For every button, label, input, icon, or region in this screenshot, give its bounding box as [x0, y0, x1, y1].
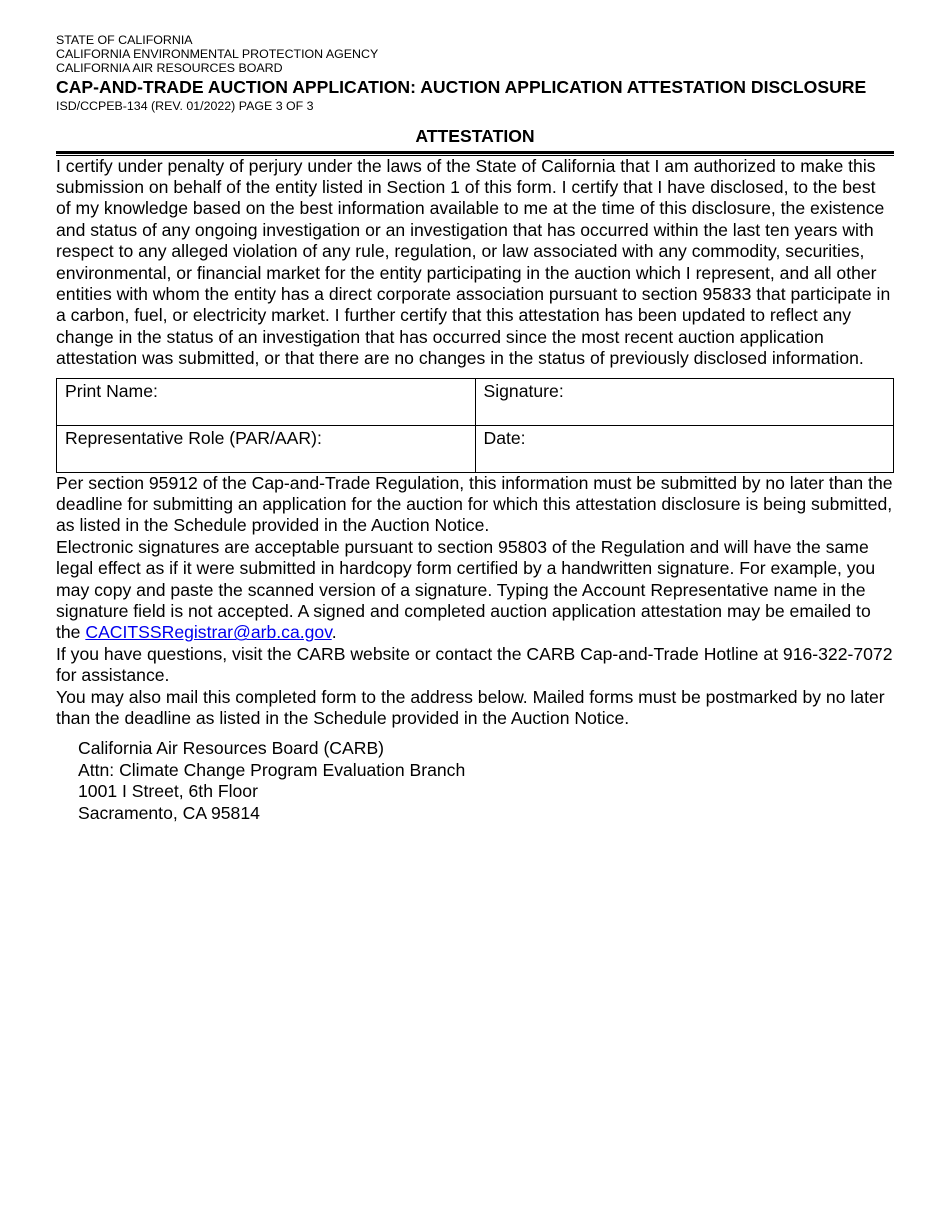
registrar-email-link[interactable]: CACITSSRegistrar@arb.ca.gov: [85, 622, 332, 643]
date-field[interactable]: [475, 425, 894, 472]
mail-paragraph: You may also mail this completed form to the address below. Mailed forms must be postmarked by no later than the deadline as listed in the Schedule provided in the Auction Notice.: [56, 686, 885, 729]
representative-role-field[interactable]: [57, 425, 476, 472]
esig-end: .: [331, 622, 337, 643]
agency-line-carb: CALIFORNIA AIR RESOURCES BOARD: [56, 61, 283, 75]
agency-line-state: STATE OF CALIFORNIA: [56, 33, 193, 47]
print-name-field[interactable]: [57, 378, 476, 425]
print-name-label: Print Name:: [65, 380, 158, 401]
esig-text: Electronic signatures are acceptable pursuant to section 95803 of the Regulation and will have the same legal effect as if it were submitted in hardcopy form certified by a handwritten signature. For example, you may copy and paste the scanned version of a signature. Typing the Account Representative name in the signature field is not accepted. A signed and completed auction application attestation may be emailed to the: [56, 536, 876, 643]
electronic-signature-paragraph: [56, 537, 894, 644]
questions-paragraph: If you have questions, visit the CARB website or contact the CARB Cap-and-Trade Hotline at 916-322-7072 for assistance.: [56, 643, 893, 686]
form-title: CAP-AND-TRADE AUCTION APPLICATION: AUCTION APPLICATION ATTESTATION DISCLOSURE: [56, 77, 867, 97]
deadline-paragraph: Per section 95912 of the Cap-and-Trade Regulation, this information must be submitted by no later than the deadline for submitting an application for the auction for which this attestation disclosure is being submitted, as listed in the Schedule provided in the Auction Notice.: [56, 472, 893, 536]
address-line: Sacramento, CA 95814: [78, 802, 260, 823]
address-line: California Air Resources Board (CARB): [78, 738, 385, 759]
signature-table: [56, 378, 894, 473]
signature-label: Signature:: [483, 380, 564, 401]
address-line: 1001 I Street, 6th Floor: [78, 781, 258, 802]
date-label: Date:: [483, 427, 526, 448]
form-id: ISD/CCPEB-134 (REV. 01/2022) PAGE 3 OF 3: [56, 98, 314, 113]
signature-field[interactable]: [475, 378, 894, 425]
mailing-address: [56, 738, 894, 824]
attestation-text: I certify under penalty of perjury under the laws of the State of California that I am authorized to make this submission on behalf of the entity listed in Section 1 of this form. I certify that I have disclosed, to the best of my knowledge based on the best information available to me at the time of this disclosure, the existence and status of any ongoing investigation or an investigation that has occurred within the last ten years with respect to any alleged violation of any rule, regulation, or law associated with any commodity, securities, environmental, or financial market for the entity participating in the auction which I represent, and all other entities with whom the entity has a direct corporate association pursuant to section 95833 that participate in a carbon, fuel, or electricity market. I further certify that this attestation has been updated to reflect any change in the status of an investigation that has occurred since the most recent auction application attestation was submitted, or that there are no changes in the status of previously disclosed information.: [56, 155, 891, 369]
agency-line-calepa: CALIFORNIA ENVIRONMENTAL PROTECTION AGENCY: [56, 47, 379, 61]
address-line: Attn: Climate Change Program Evaluation Branch: [78, 759, 466, 780]
attestation-heading: ATTESTATION: [415, 125, 535, 146]
form-page: [56, 0, 894, 824]
representative-role-label: Representative Role (PAR/AAR):: [65, 427, 322, 448]
